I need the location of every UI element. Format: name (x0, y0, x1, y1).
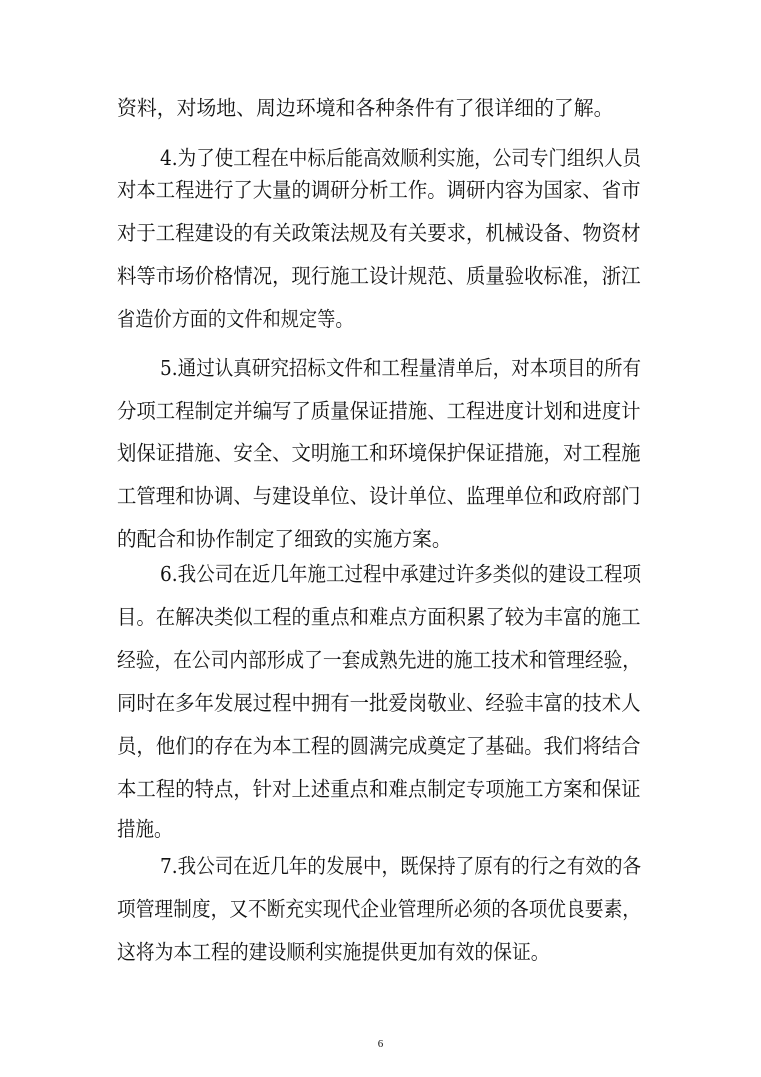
paragraph-line: 对于工程建设的有关政策法规及有关要求，机械设备、物资材 (117, 221, 641, 245)
paragraph-line: 这将为本工程的建设顺利实施提供更加有效的保证。 (117, 940, 550, 964)
paragraph-line: 措施。 (117, 817, 173, 841)
paragraph-line: 对本工程进行了大量的调研分析工作。调研内容为国家、省市 (117, 178, 641, 202)
paragraph-line: 7.我公司在近几年的发展中，既保持了原有的行之有效的各 (160, 854, 642, 878)
paragraph-line: 同时在多年发展过程中拥有一批爱岗敬业、经验丰富的技术人 (117, 691, 641, 715)
paragraph-line: 资料，对场地、周边环境和各种条件有了很详细的了解。 (117, 96, 614, 120)
paragraph-line: 员，他们的存在为本工程的圆满完成奠定了基础。我们将结合 (117, 734, 641, 758)
page-number: 6 (377, 1038, 384, 1050)
paragraph-line: 划保证措施、安全、文明施工和环境保护保证措施，对工程施 (117, 441, 641, 465)
paragraph-line: 分项工程制定并编写了质量保证措施、工程进度计划和进度计 (117, 399, 641, 423)
paragraph-line: 的配合和协作制定了细致的实施方案。 (117, 527, 452, 551)
paragraph-line: 经验，在公司内部形成了一套成熟先进的施工技术和管理经验， (117, 648, 642, 672)
paragraph-line: 省造价方面的文件和规定等。 (117, 307, 354, 331)
paragraph-line: 项管理制度，又不断充实现代企业管理所必须的各项优良要素， (117, 897, 642, 921)
paragraph-line: 目。在解决类似工程的重点和难点方面积累了较为丰富的施工 (117, 605, 641, 629)
paragraph-line: 料等市场价格情况，现行施工设计规范、质量验收标准，浙江 (117, 264, 641, 288)
paragraph-line: 工管理和协调、与建设单位、设计单位、监理单位和政府部门 (117, 484, 641, 508)
paragraph-line: 5.通过认真研究招标文件和工程量清单后，对本项目的所有 (160, 356, 642, 380)
paragraph-line: 6.我公司在近几年施工过程中承建过许多类似的建设工程项 (160, 562, 642, 586)
paragraph-line: 4.为了使工程在中标后能高效顺利实施，公司专门组织人员 (160, 146, 642, 170)
paragraph-line: 本工程的特点，针对上述重点和难点制定专项施工方案和保证 (117, 777, 641, 801)
